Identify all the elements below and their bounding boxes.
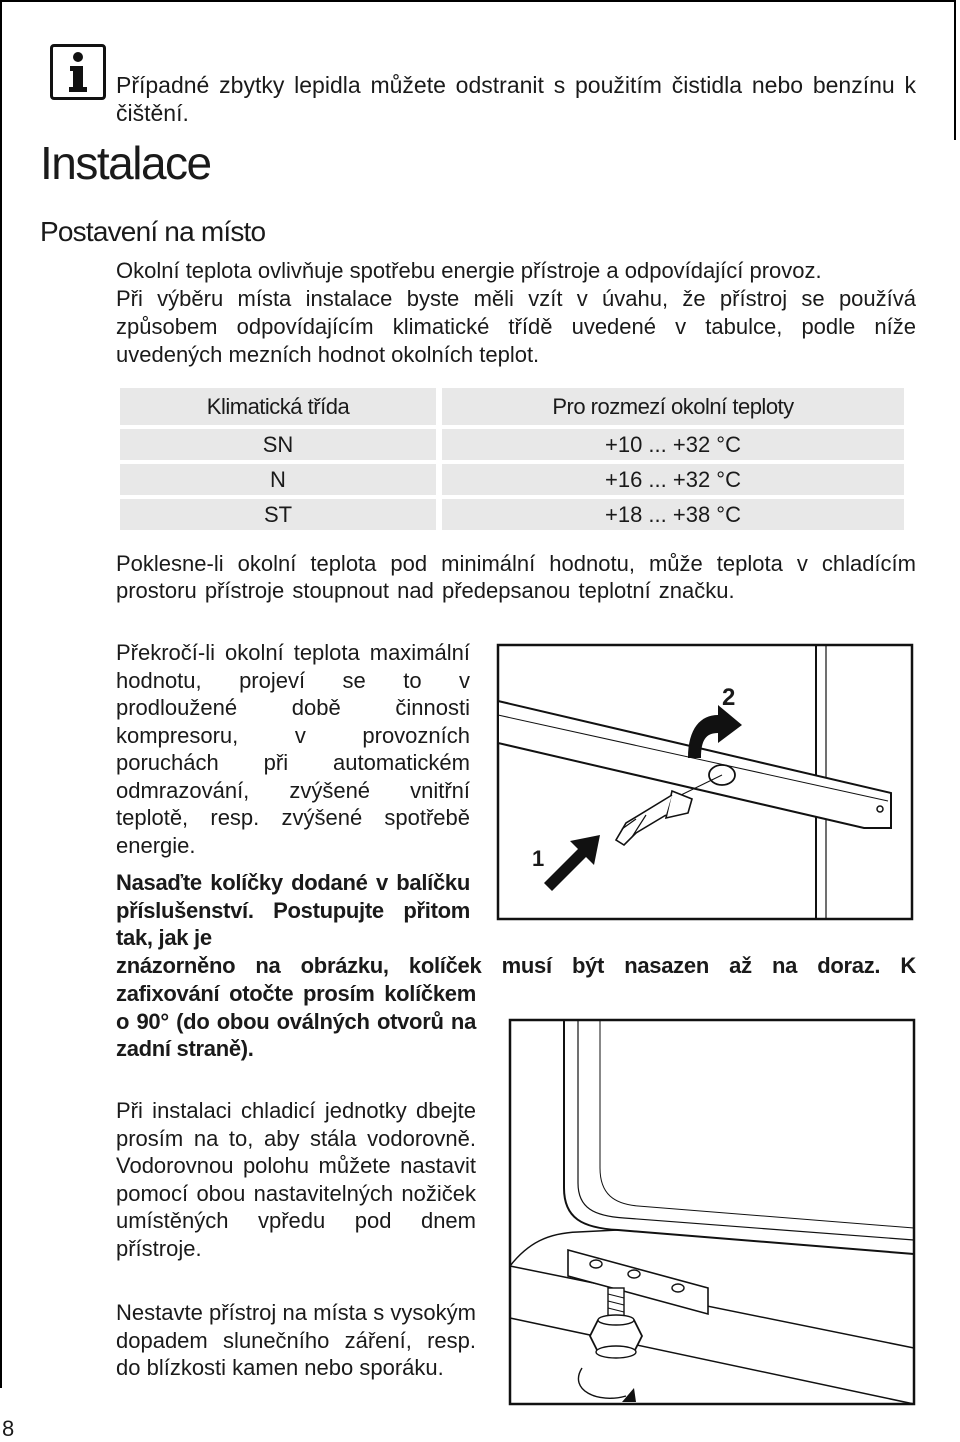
table-header-class: Klimatická třída: [120, 388, 442, 425]
table-cell-range: +16 ... +32 °C: [442, 464, 904, 495]
figure-adjustable-foot: [508, 1018, 918, 1415]
table-cell-class: SN: [120, 429, 442, 460]
paragraph-pegs-wide: znázorněno na obrázku, kolíček musí být nasazen až na doraz. K: [116, 953, 916, 978]
page-number: 8: [2, 1416, 15, 1441]
page-frame-top: [0, 0, 956, 2]
table-header-row: [120, 388, 904, 425]
info-icon: [50, 44, 106, 100]
table-row: [120, 429, 904, 460]
page-frame-right: [954, 0, 956, 140]
paragraph-pegs-end: zafixování otočte prosím kolíčkem o 90° (do obou oválných otvorů na zadní straně).: [116, 981, 476, 1061]
table-header-range: Pro rozmezí okolní teploty: [442, 388, 904, 425]
info-note: Případné zbytky lepidla můžete odstranit s použitím čistidla nebo benzínu k čištění.: [116, 72, 916, 126]
intro-line-1: Okolní teplota ovlivňuje spotřebu energie přístroje a odpovídající provoz.: [116, 258, 822, 283]
page-frame-left: [0, 0, 2, 1388]
table-cell-class: ST: [120, 499, 442, 530]
paragraph-sun-heat: Nestavte přístroj na místa s vysokým dopadem slunečního záření, resp. do blízkosti kamen nebo sporáku.: [116, 1300, 476, 1380]
table-row: [120, 499, 904, 530]
figure-label-2: 2: [722, 684, 736, 711]
figure-spacer-pegs: [496, 643, 916, 926]
page-title: Instalace: [40, 137, 211, 189]
table-cell-class: N: [120, 464, 442, 495]
figure-label-1: 1: [532, 846, 545, 871]
paragraph-pegs-start: Nasaďte kolíčky dodané v balíčku příslušenství. Postupujte přitom tak, jak je: [116, 870, 470, 950]
paragraph-leveling: Při instalaci chladicí jednotky dbejte prosím na to, aby stála vodorovně. Vodorovnou polohu můžete nastavit pomocí obou nastavitelných nožiček umístěných vpředu pod dnem přístroje.: [116, 1098, 476, 1261]
table-cell-range: +18 ... +38 °C: [442, 499, 904, 530]
section-title: Postavení na místo: [40, 216, 266, 247]
paragraph-below-minimum: Poklesne-li okolní teplota pod minimální hodnotu, může teplota v chladícím prostoru přístroje stoupnout nad předepsanou teplotní značku.: [116, 551, 916, 603]
table-row: [120, 464, 904, 495]
climate-class-table: [120, 384, 904, 534]
intro-text: [116, 257, 916, 369]
table-cell-range: +10 ... +32 °C: [442, 429, 904, 460]
paragraph-above-maximum: Překročí-li okolní teplota maximální hodnotu, projeví se to v prodloužené době činnosti kompresoru, v provozních poruchách při automatickém odmrazování, zvýšené vnitřní teplotě, resp. zvýšené spotřebě energie.: [116, 640, 470, 858]
intro-line-2: Při výběru místa instalace byste měli vzít v úvahu, že přístroj se používá způsobem odpovídajícím klimatické třídě uvedené v tabulce, podle níže uvedených mezních hodnot okolních teplot.: [116, 286, 916, 367]
